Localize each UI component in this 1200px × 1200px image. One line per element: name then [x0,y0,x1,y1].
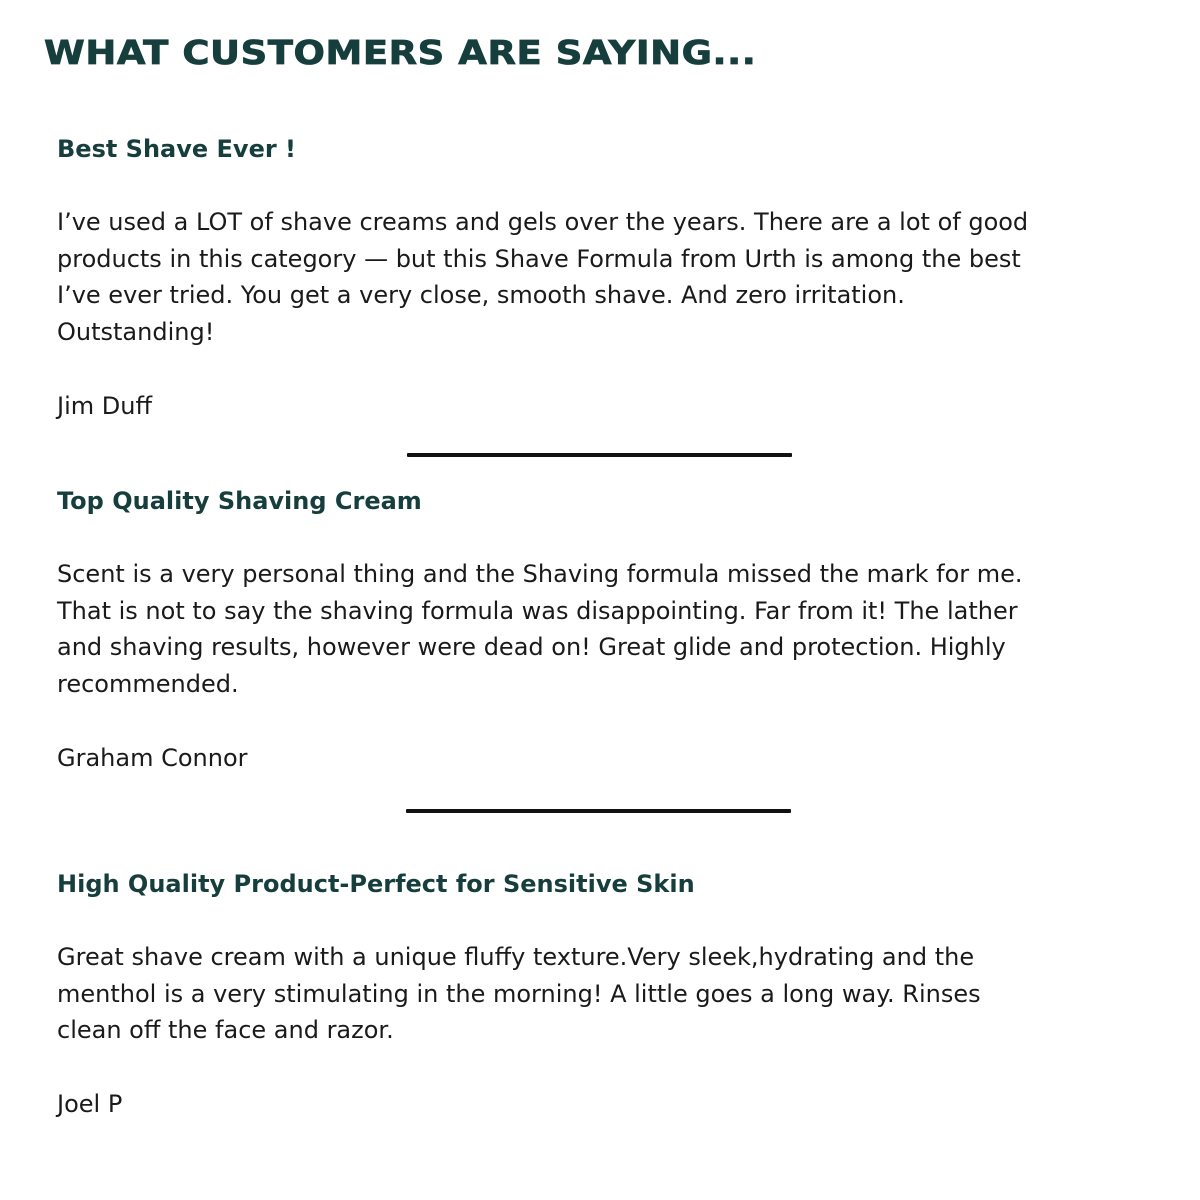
review-body-line: recommended. [57,670,239,699]
review-divider [407,453,792,457]
review-body-line: I’ve used a LOT of shave creams and gels over the years. There are a lot of good [57,208,1029,236]
review-body-line: menthol is a very stimulating in the morning! A little goes a long way. Rinses [57,979,981,1008]
page-heading: WHAT CUSTOMERS ARE SAYING... [44,33,757,72]
review-body [57,204,1117,351]
review-body-line: and shaving results, however were dead on! Great glide and protection. Highly [57,633,1006,662]
review-body [57,556,1117,703]
review-body-line: Scent is a very personal thing and the Shaving formula missed the mark for me. [57,560,1023,588]
review-divider [406,809,791,813]
review-author: Joel P [57,1090,123,1119]
review-card [57,131,1137,424]
review-title: High Quality Product-Perfect for Sensitive Skin [57,870,695,898]
review-body-line: Outstanding! [57,318,215,347]
review-body-line: Great shave cream with a unique fluffy texture.Very sleek,hydrating and the [57,943,975,971]
review-card [57,866,1137,1122]
review-body-line: products in this category — but this Shave Formula from Urth is among the best [57,244,1021,273]
review-body-line: I’ve ever tried. You get a very close, smooth shave. And zero irritation. [57,281,905,310]
review-body [57,939,1117,1049]
review-title: Best Shave Ever ! [57,135,296,163]
review-body-line: clean off the face and razor. [57,1016,394,1045]
review-body-line: That is not to say the shaving formula was disappointing. Far from it! The lather [57,596,1018,625]
review-card [57,483,1137,776]
review-author: Jim Duff [57,391,152,420]
review-author: Graham Connor [57,743,248,772]
review-title: Top Quality Shaving Cream [57,487,422,515]
